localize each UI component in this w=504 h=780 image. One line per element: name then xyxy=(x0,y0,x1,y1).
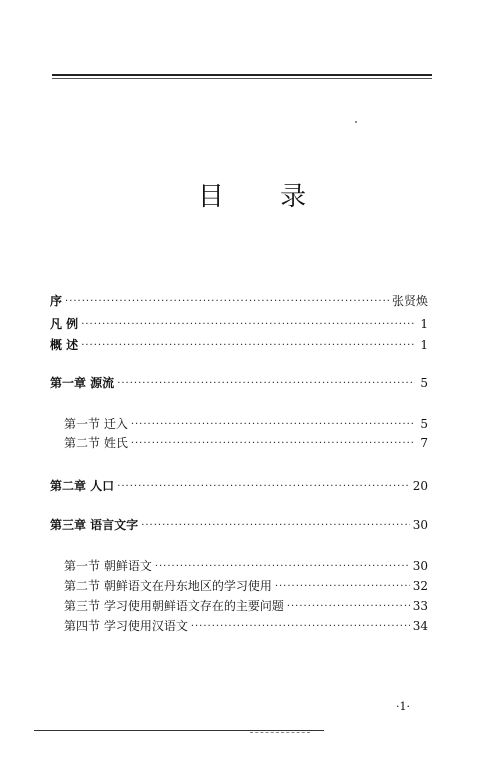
dot-leader xyxy=(155,561,410,573)
dot-leader xyxy=(117,481,410,493)
toc-entry-notes[interactable] xyxy=(50,315,428,331)
toc-entry-page: 7 xyxy=(420,436,428,450)
bottom-rule-faint xyxy=(250,732,310,733)
toc-entry-label: 概 述 xyxy=(50,338,79,352)
toc-entry-label: 凡 例 xyxy=(50,317,79,331)
toc-entry-chapter-2[interactable] xyxy=(50,477,428,493)
toc-entry-label: 第一节 迁入 xyxy=(64,417,128,431)
dot-leader xyxy=(81,319,415,331)
toc-entry-page: 30 xyxy=(412,518,428,532)
toc-entry-page: 5 xyxy=(420,417,428,431)
toc-entry-label: 第四节 学习使用汉语文 xyxy=(64,619,188,633)
toc-entry-label: 第一章 源流 xyxy=(50,376,115,390)
toc-entry-page: 5 xyxy=(420,376,428,390)
dot-leader xyxy=(141,520,410,532)
top-rule-thin xyxy=(52,78,432,79)
dot-leader xyxy=(81,340,415,352)
toc-entry-label: 第二节 姓氏 xyxy=(64,436,128,450)
dot-leader xyxy=(287,601,410,613)
dot-leader xyxy=(275,581,410,593)
toc-entry-overview[interactable] xyxy=(50,336,428,352)
toc-entry-page: 1 xyxy=(420,338,428,352)
page-title: 目 录 xyxy=(197,182,331,212)
scan-speck xyxy=(355,121,357,123)
toc-entry-page: 1 xyxy=(420,317,428,331)
toc-entry-label: 序 xyxy=(50,294,63,308)
toc-entry-label: 第三节 学习使用朝鲜语文存在的主要问题 xyxy=(64,599,284,613)
toc-entry-page: 33 xyxy=(412,599,428,613)
dot-leader xyxy=(191,621,410,633)
page-number: ·1· xyxy=(396,700,410,713)
toc-entry-label: 第一节 朝鲜语文 xyxy=(64,559,152,573)
top-rule xyxy=(52,74,432,76)
toc-entry-ch3-sec1[interactable] xyxy=(64,557,428,573)
toc-entry-ch3-sec3[interactable] xyxy=(64,597,428,613)
toc-entry-chapter-3[interactable] xyxy=(50,516,428,532)
toc-entry-preface[interactable] xyxy=(50,292,428,308)
dot-leader xyxy=(131,419,415,431)
toc-entry-page: 20 xyxy=(412,479,428,493)
toc-entry-label: 第二节 朝鲜语文在丹东地区的学习使用 xyxy=(64,579,272,593)
toc-entry-ch3-sec2[interactable] xyxy=(64,577,428,593)
dot-leader xyxy=(131,438,415,450)
dot-leader xyxy=(117,378,415,390)
toc-entry-page: 张贤焕 xyxy=(391,294,428,308)
toc-entry-page: 34 xyxy=(412,619,428,633)
toc-entry-label: 第二章 人口 xyxy=(50,479,115,493)
dot-leader xyxy=(65,296,389,308)
toc-entry-chapter-1[interactable] xyxy=(50,374,428,390)
toc-entry-page: 32 xyxy=(412,579,428,593)
toc-entry-ch1-sec2[interactable] xyxy=(64,434,428,450)
bottom-rule xyxy=(34,730,324,731)
toc-entry-label: 第三章 语言文字 xyxy=(50,518,139,532)
toc-entry-ch1-sec1[interactable] xyxy=(64,415,428,431)
toc-entry-ch3-sec4[interactable] xyxy=(64,617,428,633)
toc-entry-page: 30 xyxy=(412,559,428,573)
